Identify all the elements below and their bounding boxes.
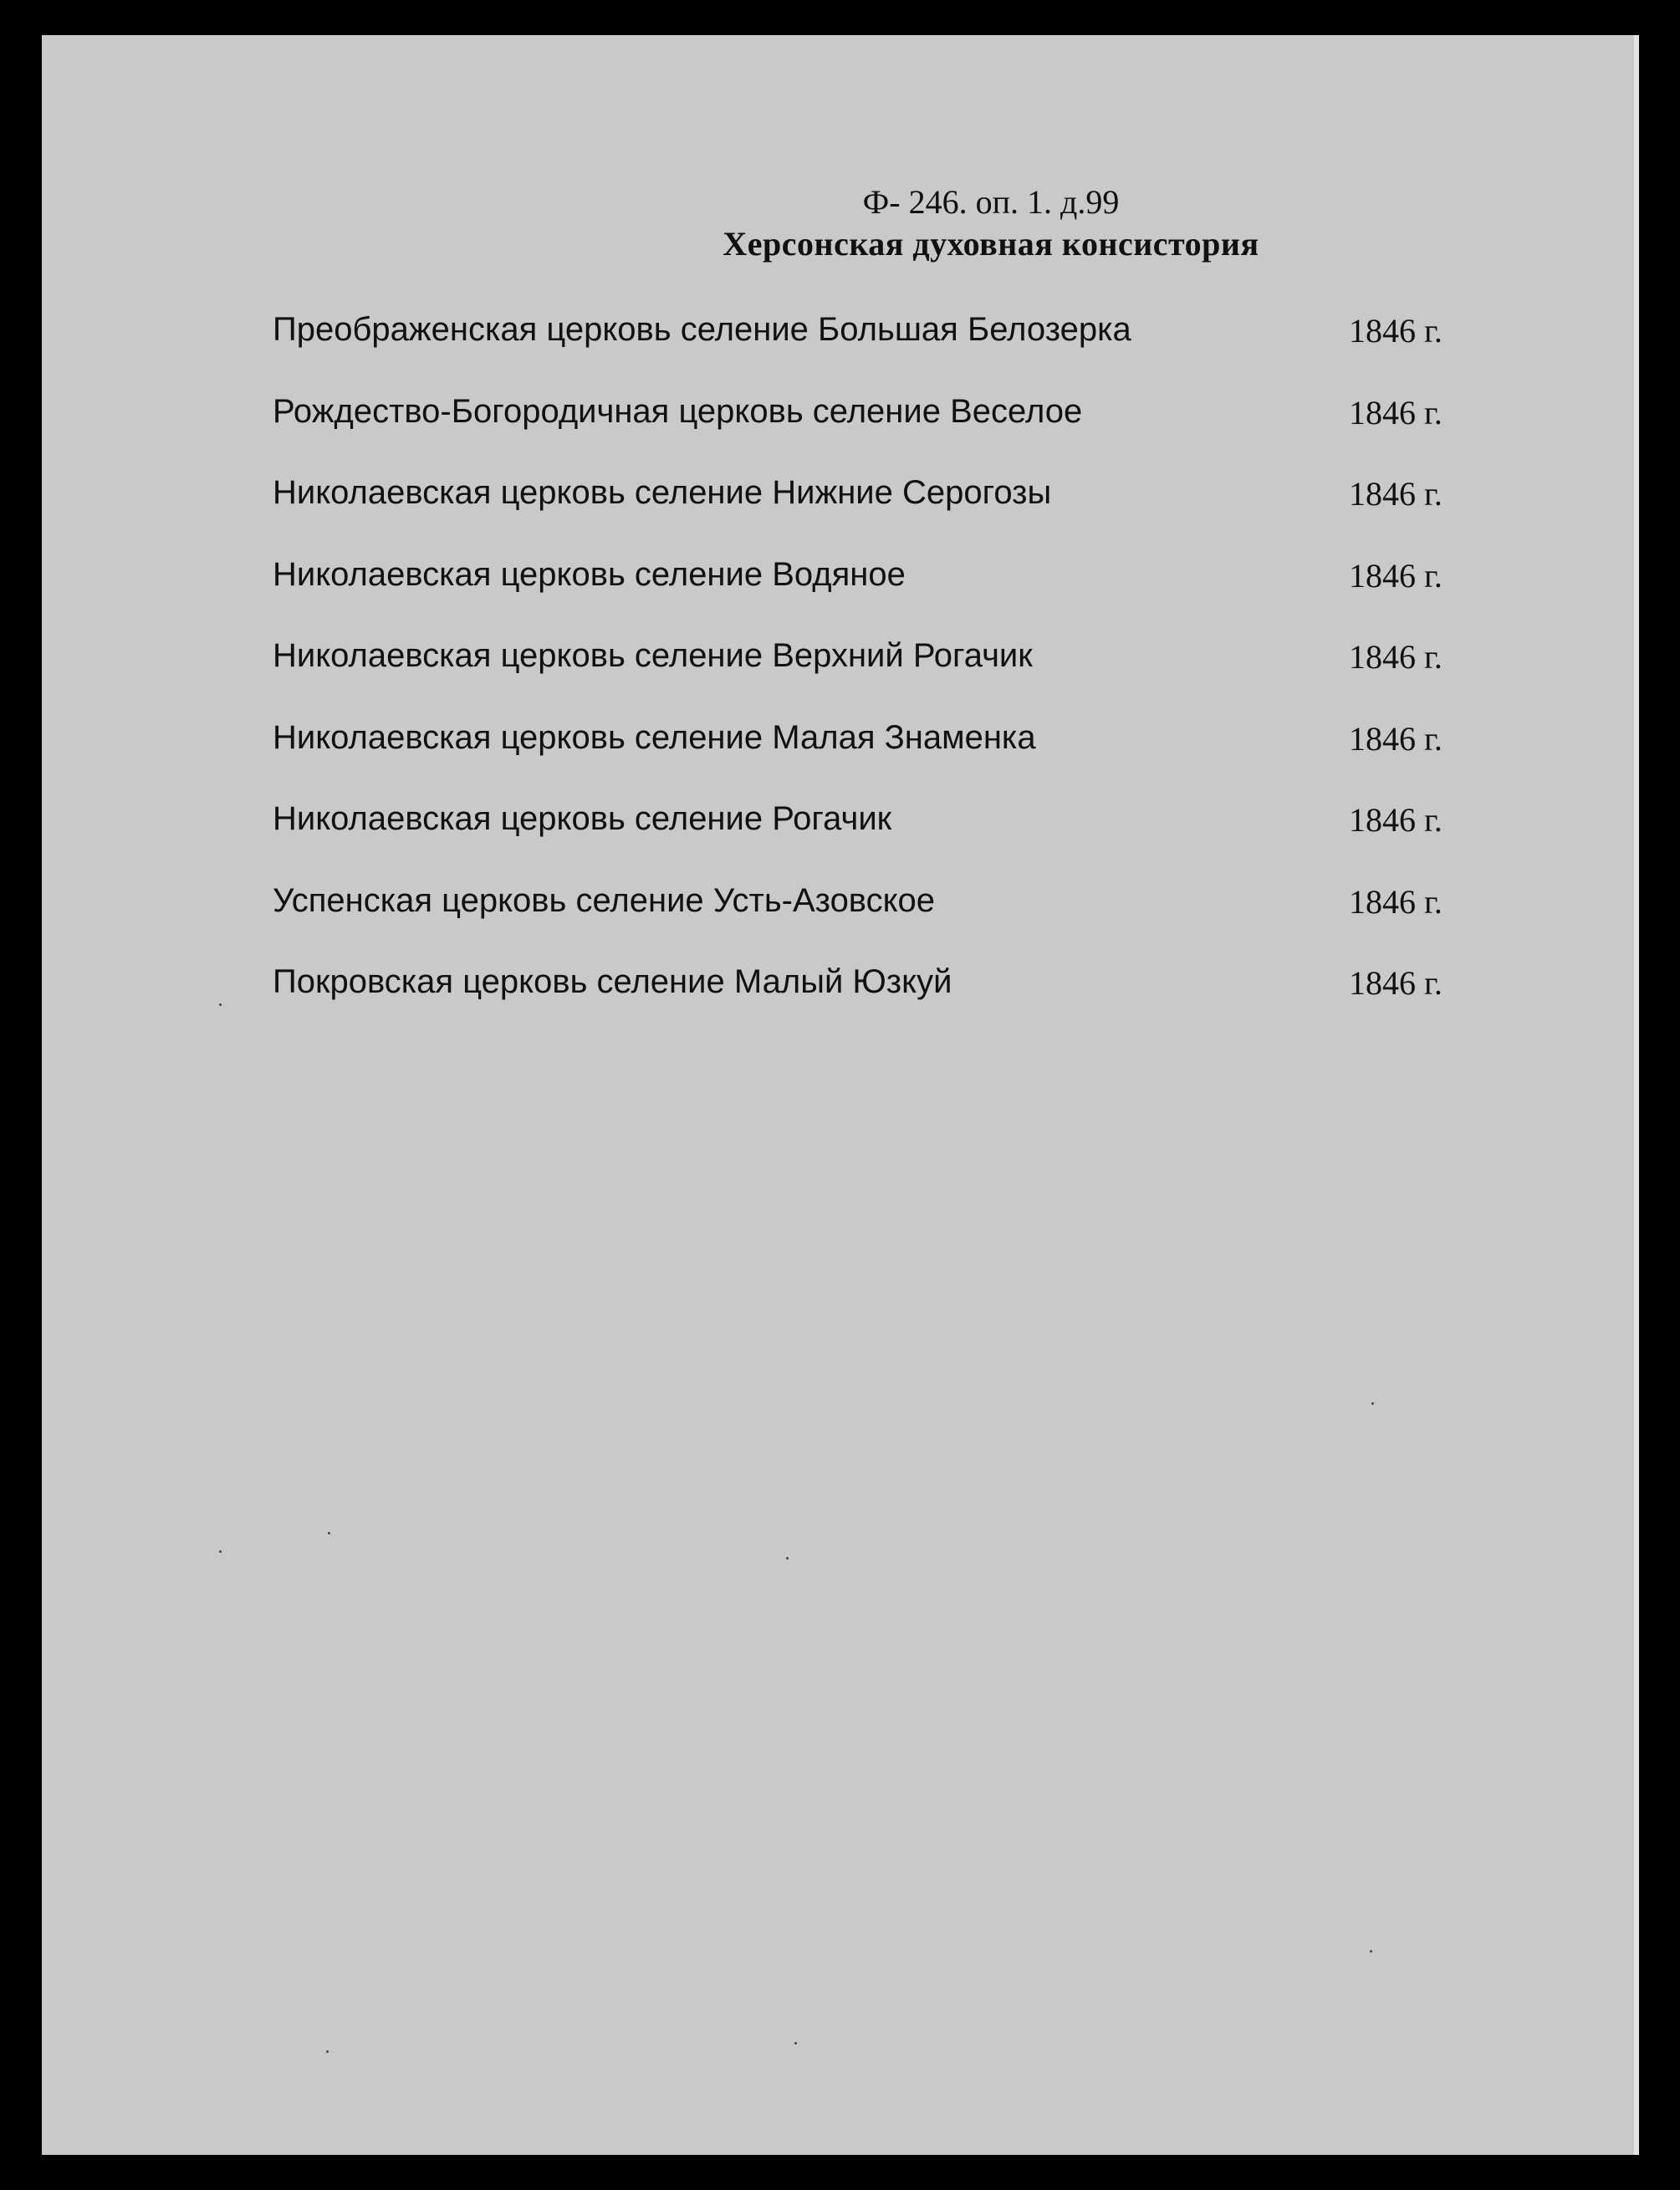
entry-year: 1846 г. <box>1349 393 1443 431</box>
entry-year: 1846 г. <box>1349 312 1443 350</box>
archive-reference: Ф- 246. оп. 1. д.99 <box>862 183 1120 221</box>
list-item <box>273 311 1477 393</box>
list-item <box>273 882 1477 964</box>
entry-year: 1846 г. <box>1349 882 1443 921</box>
church-name: Рождество-Богородичная церковь селение Веселое <box>273 392 1083 430</box>
church-list <box>273 311 1477 1045</box>
scan-speck <box>219 1550 222 1553</box>
scan-speck <box>219 1003 222 1006</box>
church-name: Покровская церковь селение Малый Юзкуй <box>273 963 952 1000</box>
entry-year: 1846 г. <box>1349 638 1443 676</box>
church-name: Николаевская церковь селение Верхний Рогачик <box>273 637 1033 674</box>
entry-year: 1846 г. <box>1349 964 1443 1002</box>
list-item <box>273 474 1477 556</box>
list-item <box>273 393 1477 475</box>
church-name: Преображенская церковь селение Большая Белозерка <box>273 311 1131 348</box>
list-item <box>273 719 1477 801</box>
institution-title: Херсонская духовная консистория <box>723 225 1259 263</box>
list-item <box>273 556 1477 638</box>
church-name: Успенская церковь селение Усть-Азовское <box>273 881 936 919</box>
church-name: Николаевская церковь селение Водяное <box>273 555 906 593</box>
church-name: Николаевская церковь селение Рогачик <box>273 800 892 837</box>
entry-year: 1846 г. <box>1349 719 1443 758</box>
church-name: Николаевская церковь селение Малая Знаменка <box>273 718 1036 756</box>
list-item <box>273 800 1477 882</box>
entry-year: 1846 г. <box>1349 801 1443 839</box>
entry-year: 1846 г. <box>1349 556 1443 595</box>
scan-speck <box>794 2042 797 2045</box>
scan-speck <box>1371 1402 1374 1405</box>
scan-speck <box>1370 1950 1372 1953</box>
scan-speck <box>326 2050 329 2053</box>
scan-speck <box>786 1557 789 1560</box>
scan-speck <box>328 1532 330 1534</box>
list-item <box>273 963 1477 1045</box>
list-item <box>273 637 1477 719</box>
entry-year: 1846 г. <box>1349 475 1443 513</box>
document-page <box>42 35 1639 2155</box>
church-name: Николаевская церковь селение Нижние Серогозы <box>273 474 1052 511</box>
